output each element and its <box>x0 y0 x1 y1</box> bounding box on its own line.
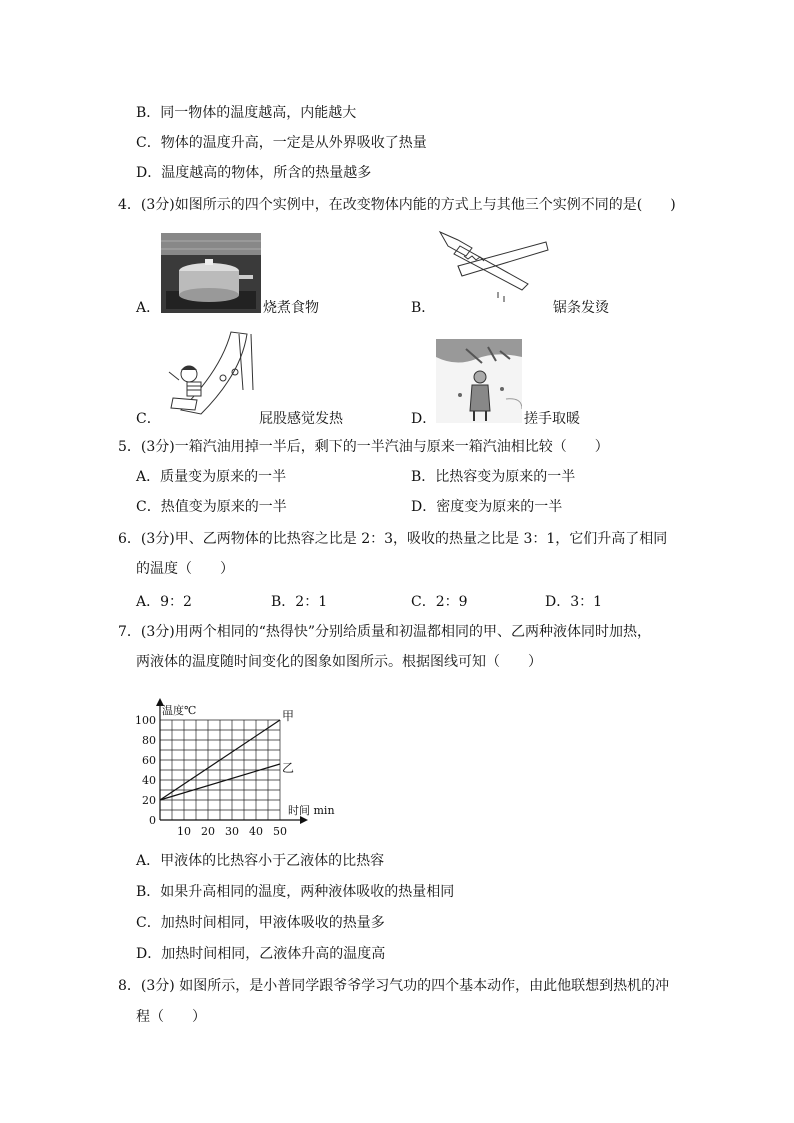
x-axis-label: 时间 min <box>288 804 335 817</box>
q4-option-d-image <box>436 339 522 423</box>
y-tick-label: 20 <box>142 794 156 807</box>
q7-option-a: A．甲液体的比热容小于乙液体的比热容 <box>136 853 385 869</box>
q4-option-c-image <box>161 330 256 422</box>
q4-option-d-letter: D． <box>411 411 437 427</box>
q5-option-d: D．密度变为原来的一半 <box>411 499 563 515</box>
x-tick-label: 10 <box>177 825 191 838</box>
q5-stem: 5．(3分)一箱汽油用掉一半后，剩下的一半汽油与原来一箱汽油相比较（ ） <box>118 439 609 455</box>
q6-option-a: A．9：2 <box>136 594 192 610</box>
temperature-time-chart <box>130 682 340 840</box>
q7-option-b: B．如果升高相同的温度，两种液体吸收的热量相同 <box>136 884 455 900</box>
y-tick-label: 0 <box>149 814 156 827</box>
q4-option-a-text: 烧煮食物 <box>263 300 319 316</box>
x-tick-label: 50 <box>273 825 287 838</box>
q4-option-c-text: 屁股感觉发热 <box>259 411 343 427</box>
q7-stem-line1: 7．(3分)用两个相同的“热得快”分别给质量和初温都相同的甲、乙两种液体同时加热， <box>118 624 652 640</box>
q7-option-d: D．加热时间相同，乙液体升高的温度高 <box>136 946 386 962</box>
q6-option-b: B．2：1 <box>271 594 328 610</box>
q8-stem-line1: 8．(3分) 如图所示，是小普同学跟爷爷学习气功的四个基本动作，由此他联想到热机的冲 <box>118 978 670 994</box>
series-label-yi: 乙 <box>282 761 295 775</box>
q8-stem-line2: 程（ ） <box>136 1009 206 1025</box>
q4-option-c-letter: C． <box>136 411 161 427</box>
x-tick-label: 30 <box>225 825 239 838</box>
q3-option-b: B．同一物体的温度越高，内能越大 <box>136 105 357 121</box>
y-tick-label: 100 <box>135 714 156 727</box>
q5-option-a: A．质量变为原来的一半 <box>136 469 287 485</box>
q4-option-a-image <box>161 233 261 313</box>
q5-option-b: B．比热容变为原来的一半 <box>411 469 576 485</box>
x-tick-label: 20 <box>201 825 215 838</box>
q4-option-d-text: 搓手取暖 <box>524 411 580 427</box>
q6-option-d: D．3：1 <box>545 594 603 610</box>
y-tick-label: 60 <box>142 754 156 767</box>
q4-option-b-image <box>438 226 550 310</box>
y-tick-label: 80 <box>142 734 156 747</box>
q7-option-c: C．加热时间相同，甲液体吸收的热量多 <box>136 915 385 931</box>
y-axis-label: 温度℃ <box>162 704 197 717</box>
q3-option-d: D．温度越高的物体，所含的热量越多 <box>136 165 372 181</box>
q3-option-c: C．物体的温度升高，一定是从外界吸收了热量 <box>136 135 427 151</box>
q4-option-b-letter: B． <box>411 300 436 316</box>
q4-option-b-text: 锯条发烫 <box>553 300 609 316</box>
x-axis-arrow <box>300 816 308 824</box>
q4-option-a-letter: A． <box>136 300 161 316</box>
q6-stem-line1: 6．(3分)甲、乙两物体的比热容之比是 2：3，吸收的热量之比是 3：1，它们升高了相同 <box>118 531 668 547</box>
x-tick-label: 40 <box>249 825 263 838</box>
q6-stem-line2: 的温度（ ） <box>136 561 234 577</box>
q6-option-c: C．2：9 <box>411 594 468 610</box>
q5-option-c: C．热值变为原来的一半 <box>136 499 287 515</box>
series-label-jia: 甲 <box>282 709 295 723</box>
q4-stem: 4．(3分)如图所示的四个实例中，在改变物体内能的方式上与其他三个实例不同的是( ) <box>118 197 676 213</box>
q7-stem-line2: 两液体的温度随时间变化的图象如图所示。根据图线可知（ ） <box>136 654 542 670</box>
y-tick-label: 40 <box>142 774 156 787</box>
